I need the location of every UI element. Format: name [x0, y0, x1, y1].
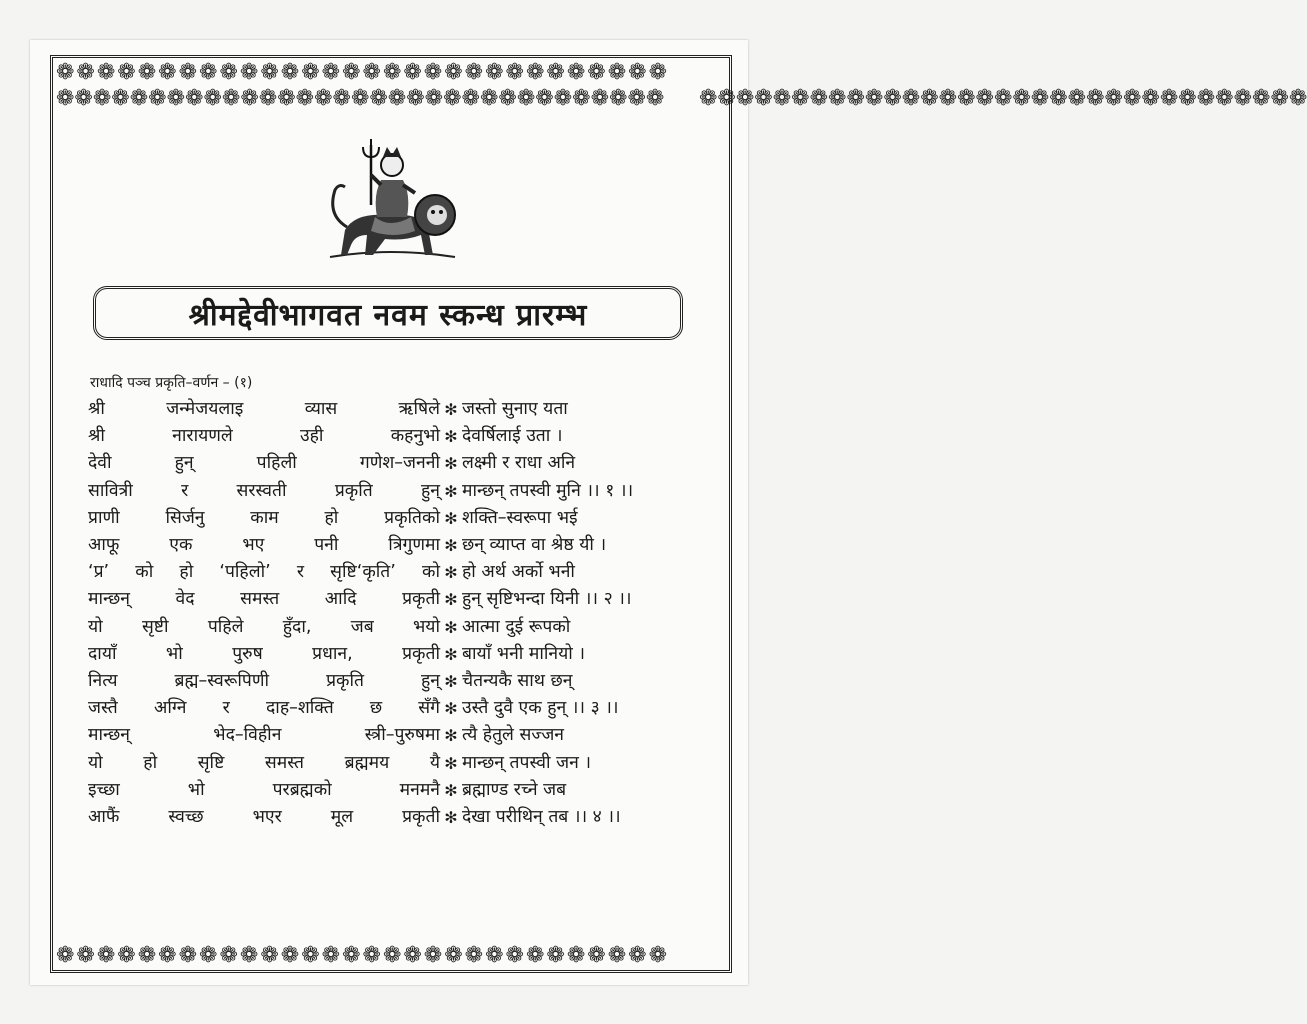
verse-first-half: दायाँ भो पुरुष प्रधान, प्रकृती	[88, 643, 440, 664]
asterisk-separator-icon: ✻	[444, 671, 458, 691]
verse-first-half: मान्छन् वेद समस्त आदि प्रकृती	[88, 589, 440, 610]
verse-first-half: जस्तै अग्नि र दाह–शक्ति छ सँगै	[88, 698, 440, 719]
verse-first-half: नित्य ब्रह्म–स्वरूपिणी प्रकृति हुन्	[88, 670, 440, 691]
asterisk-separator-icon: ✻	[444, 590, 458, 610]
verse-line	[88, 478, 688, 505]
ornamental-border-bottom: ❁❁❁❁❁❁❁❁❁❁❁❁❁❁❁❁❁❁❁❁❁❁❁❁❁❁❁❁❁❁	[56, 943, 670, 968]
verse-second-half: शक्ति–स्वरूपा भई	[462, 507, 578, 528]
verse-second-half: चैतन्यकै साथ छन्	[462, 670, 573, 691]
ornamental-border-right: ❁❁❁❁❁❁❁❁❁❁❁❁❁❁❁❁❁❁❁❁❁❁❁❁❁❁❁❁❁❁❁❁❁	[699, 86, 1307, 111]
verse-line	[88, 614, 688, 641]
asterisk-separator-icon: ✻	[444, 481, 458, 501]
verse-line	[88, 450, 688, 477]
verse-second-half: त्यै हेतुले सज्जन	[462, 725, 565, 746]
verse-first-half: प्राणी सिर्जनु काम हो प्रकृतिको	[88, 507, 440, 528]
chapter-title: श्रीमद्देवीभागवत नवम स्कन्ध प्रारम्भ	[188, 297, 588, 333]
verse-first-half: यो हो सृष्टि समस्त ब्रह्ममय यै	[88, 752, 440, 773]
verse-second-half: मान्छन् तपस्वी जन ।	[462, 752, 591, 773]
ornamental-border-left: ❁❁❁❁❁❁❁❁❁❁❁❁❁❁❁❁❁❁❁❁❁❁❁❁❁❁❁❁❁❁❁❁❁	[56, 86, 665, 111]
verse-line	[88, 695, 688, 722]
asterisk-separator-icon: ✻	[444, 780, 458, 800]
verse-line	[88, 668, 688, 695]
asterisk-separator-icon: ✻	[444, 454, 458, 474]
verse-first-half: देवी हुन् पहिली गणेश–जननी	[88, 453, 440, 474]
verse-second-half: आत्मा दुई रूपको	[462, 616, 571, 637]
asterisk-separator-icon: ✻	[444, 536, 458, 556]
verse-second-half: ब्रह्माण्ड रच्ने जब	[462, 779, 567, 800]
verse-second-half: छन् व्याप्त वा श्रेष्ठ यी ।	[462, 535, 607, 556]
verse-line	[88, 559, 688, 586]
book-page	[30, 40, 1307, 985]
verse-line	[88, 804, 688, 831]
verse-line	[88, 586, 688, 613]
verse-first-half: आफैं स्वच्छ भएर मूल प्रकृती	[88, 806, 440, 827]
verse-second-half: देवर्षिलाई उता ।	[462, 426, 563, 447]
asterisk-separator-icon: ✻	[444, 617, 458, 637]
verse-second-half: मान्छन् तपस्वी मुनि ।। १ ।।	[462, 480, 634, 501]
asterisk-separator-icon: ✻	[444, 726, 458, 746]
verse-line	[88, 777, 688, 804]
asterisk-separator-icon: ✻	[444, 400, 458, 420]
verse-first-half: श्री जन्मेजयलाइ व्यास ऋषिले	[88, 399, 440, 420]
ornamental-border-top: ❁❁❁❁❁❁❁❁❁❁❁❁❁❁❁❁❁❁❁❁❁❁❁❁❁❁❁❁❁❁	[56, 60, 670, 85]
verse-line	[88, 505, 688, 532]
goddess-on-lion-icon	[315, 135, 465, 265]
verse-line	[88, 532, 688, 559]
asterisk-separator-icon: ✻	[444, 427, 458, 447]
chapter-title-box	[93, 286, 683, 340]
asterisk-separator-icon: ✻	[444, 699, 458, 719]
verse-second-half: हुन् सृष्टिभन्दा यिनी ।। २ ।।	[462, 589, 632, 610]
verse-first-half: इच्छा भो परब्रह्मको मनमनै	[88, 779, 440, 800]
verse-first-half: श्री नारायणले उही कहनुभो	[88, 426, 440, 447]
verse-first-half: मान्छन् भेद–विहीन स्त्री–पुरुषमा	[88, 725, 440, 746]
verse-second-half: उस्तै दुवै एक हुन् ।। ३ ।।	[462, 698, 619, 719]
asterisk-separator-icon: ✻	[444, 563, 458, 583]
verse-second-half: हो अर्थ अर्को भनी	[462, 562, 575, 583]
verse-first-half: आफू एक भए पनी त्रिगुणमा	[88, 535, 440, 556]
verse-line	[88, 749, 688, 776]
verse-first-half: यो सृष्टी पहिले हुँदा, जब भयो	[88, 616, 440, 637]
verse-second-half: लक्ष्मी र राधा अनि	[462, 453, 576, 474]
verse-first-half: ‘प्र’ को हो ‘पहिलो’ र सृष्टि‘कृति’ को	[88, 562, 440, 583]
asterisk-separator-icon: ✻	[444, 508, 458, 528]
verse-line	[88, 396, 688, 423]
asterisk-separator-icon: ✻	[444, 644, 458, 664]
verse-second-half: जस्तो सुनाए यता	[462, 399, 568, 420]
asterisk-separator-icon: ✻	[444, 807, 458, 827]
verse-line	[88, 641, 688, 668]
verse-block	[88, 396, 688, 831]
verse-second-half: देखा परीथिन् तब ।। ४ ।।	[462, 806, 621, 827]
verse-line	[88, 722, 688, 749]
asterisk-separator-icon: ✻	[444, 753, 458, 773]
verse-second-half: बायाँ भनी मानियो ।	[462, 643, 586, 664]
section-subtitle: राधादि पञ्च प्रकृति–वर्णन – (१)	[90, 375, 253, 391]
verse-first-half: सावित्री र सरस्वती प्रकृति हुन्	[88, 480, 440, 501]
verse-line	[88, 423, 688, 450]
